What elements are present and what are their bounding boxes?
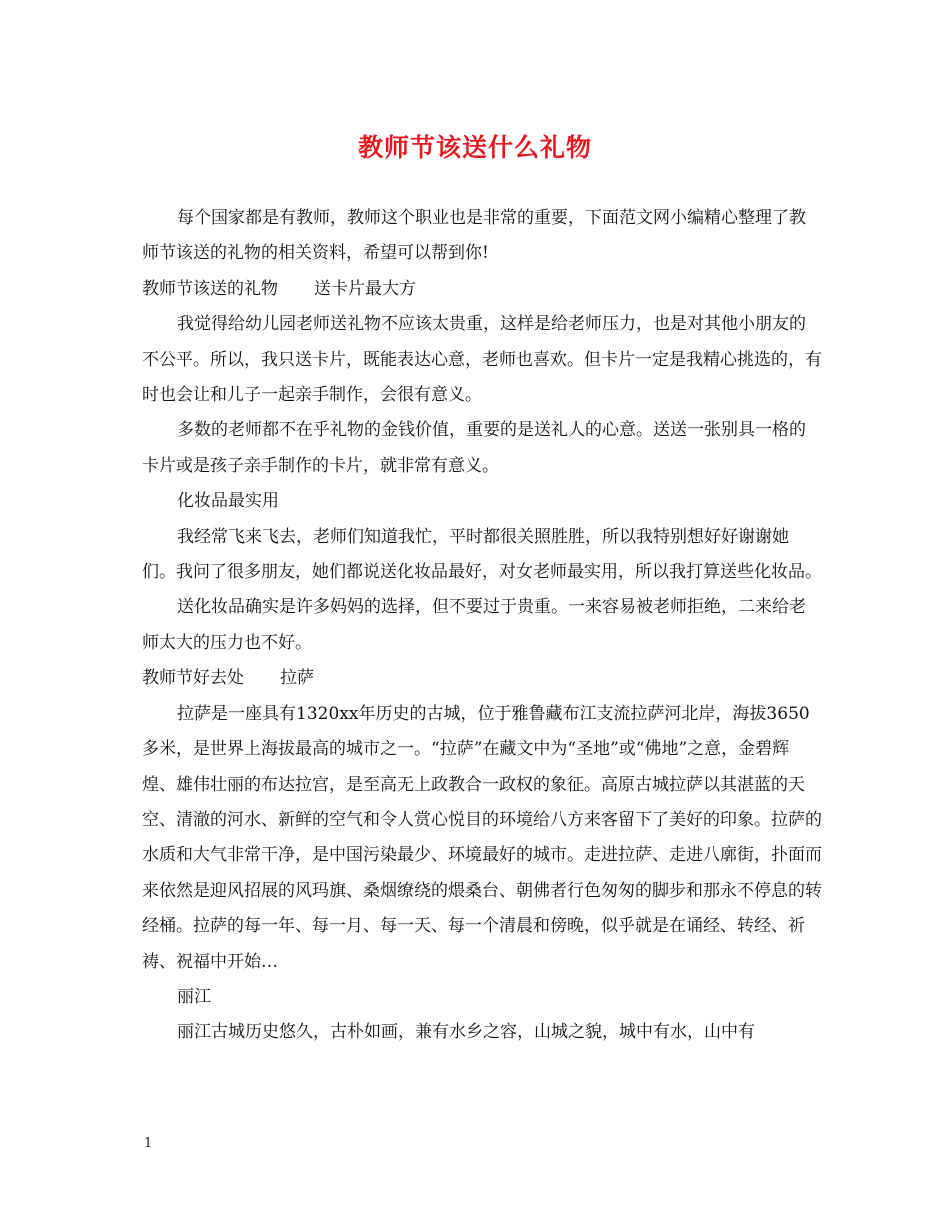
card-paragraph-2: 多数的老师都不在乎礼物的金钱价值，重要的是送礼人的心意。送送一张别具一格的卡片或是孩子亲手制作的卡片，就非常有意义。 [142, 420, 806, 476]
intro-paragraph: 每个国家都是有教师，教师这个职业也是非常的重要，下面范文网小编精心整理了教师节该送的礼物的相关资料，希望可以帮到你! [142, 208, 806, 264]
section-heading-destinations-right: 拉萨 [280, 668, 314, 689]
lijiang-paragraph: 丽江古城历史悠久，古朴如画，兼有水乡之容，山城之貌，城中有水，山中有 [177, 1022, 755, 1043]
section-heading-destinations [142, 661, 822, 696]
document-body [142, 201, 822, 1051]
cosmetics-paragraph-1: 我经常飞来飞去，老师们知道我忙，平时都很关照胜胜，所以我特别想好好谢谢她们。我问了很多朋友，她们都说送化妆品最好，对女老师最实用，所以我打算送些化妆品。 [142, 526, 822, 583]
section-heading-destinations-left: 教师节好去处 [142, 668, 244, 689]
cosmetics-paragraph-2: 送化妆品确实是许多妈妈的选择，但不要过于贵重。一来容易被老师拒绝，二来给老师太大的压力也不好。 [142, 597, 806, 653]
subheading-lijiang: 丽江 [177, 986, 211, 1007]
document-title: 教师节该送什么礼物 [357, 133, 592, 162]
lhasa-paragraph: 拉萨是一座具有1320xx年历史的古城，位于雅鲁藏布江支流拉萨河北岸，海拔3650多米，是世界上海拔最高的城市之一。“拉萨”在藏文中为“圣地”或“佛地”之意，金碧辉煌、雄伟壮丽的布达拉宫，是至高无上政教合一政权的象征。高原古城拉萨以其湛蓝的天空、清澈的河水、新鲜的空气和令人赏心悦目的环境给八方来客留下了美好的印象。拉萨的水质和大气非常干净，是中国污染最少、环境最好的城市。走进拉萨、走进八廓街，扑面而来依然是迎风招展的风玛旗、桑烟缭绕的煨桑台、朝佛者行色匆匆的脚步和那永不停息的转经桶。拉萨的每一年、每一月、每一天、每一个清晨和傍晚，似乎就是在诵经、转经、祈祷、祝福中开始… [142, 703, 822, 972]
page-number: 1 [144, 1136, 153, 1151]
card-paragraph-1: 我觉得给幼儿园老师送礼物不应该太贵重，这样是给老师压力，也是对其他小朋友的不公平。所以，我只送卡片，既能表达心意，老师也喜欢。但卡片一定是我精心挑选的，有时也会让和儿子一起亲手制作，会很有意义。 [142, 314, 822, 406]
section-heading-gifts-left: 教师节该送的礼物 [142, 278, 278, 299]
subheading-cosmetics: 化妆品最实用 [177, 491, 279, 512]
section-heading-gifts [142, 272, 822, 307]
section-heading-gifts-right: 送卡片最大方 [314, 278, 416, 299]
